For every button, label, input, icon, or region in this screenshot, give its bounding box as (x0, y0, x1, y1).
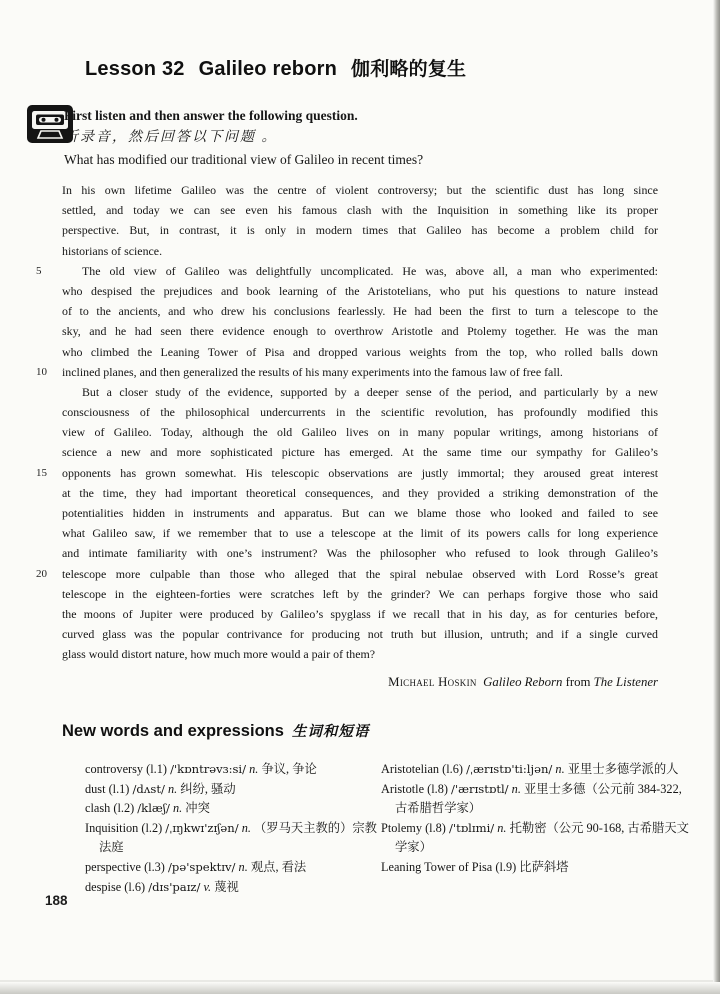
lesson-title-en: Galileo reborn (198, 58, 338, 80)
vocab-pos: n. (511, 781, 521, 796)
vocab-definition: （罗马天主教的）宗教法庭 (99, 820, 377, 855)
lesson-title-zh: 伽利略的复生 (351, 58, 467, 80)
passage-line-text: historians of science. (62, 243, 163, 258)
passage-line-text: perspective. But, in contrast, it is only in modern times that Galileo has become a problem child for (62, 223, 658, 238)
vocab-entry (381, 760, 691, 780)
vocab-line-ref: (l.8) (425, 820, 446, 835)
line-number: 5 (36, 264, 42, 277)
vocab-word: controversy (85, 762, 144, 776)
vocab-line-ref: (l.6) (124, 879, 146, 894)
vocab-phonetic: /klæʃ/ (137, 801, 170, 816)
passage-line-text: The old view of Galileo was delightfully uncomplicated. He was, above all, a man who experimented: (82, 263, 658, 278)
passage-line (62, 342, 658, 362)
vocab-definition: 亚里士多德学派的人 (567, 762, 679, 776)
vocab-pos: n. (238, 859, 248, 874)
vocab-phonetic: /'tɒlɪmi/ (449, 820, 495, 835)
scan-edge-right (713, 0, 720, 994)
vocab-line-ref: (l.9) (495, 859, 517, 874)
passage-line (36, 564, 658, 584)
reading-passage (36, 180, 658, 665)
passage-line-text: at the time, they had important theoretical consequences, and they provided a striking demonstration of the (62, 485, 658, 500)
passage-line-text: In his own lifetime Galileo was the centre of violent controversy; but the scientific dust has long since (62, 183, 658, 197)
vocab-heading (62, 720, 369, 741)
passage-line (36, 362, 658, 382)
scan-edge-bottom (0, 982, 720, 994)
vocab-line-ref: (l.2) (141, 820, 163, 835)
passage-line (62, 523, 658, 543)
vocab-line-ref: (l.1) (108, 781, 130, 796)
lesson-title (85, 54, 466, 81)
vocab-phonetic: /'ærɪstɒtl/ (451, 781, 509, 796)
vocab-definition: 冲突 (185, 801, 210, 816)
listen-question: What has modified our traditional view of Galileo in recent times? (64, 152, 424, 167)
passage-line-text: curved glass was the popular contrivance for producing not truth but illusion, untruth; and if a single curved (62, 627, 658, 642)
passage-line-text: consciousness of the philosophical undercurrents in the scientific revolution, has profoundly modified this (62, 405, 658, 420)
vocab-definition: 蔑视 (214, 879, 239, 894)
vocab-phonetic: /pə'spektɪv/ (168, 859, 236, 874)
vocab-phonetic: /'kɒntrəvɜ:si/ (170, 762, 247, 776)
passage-line (62, 382, 658, 402)
vocab-word: Ptolemy (381, 820, 422, 835)
vocab-word: Inquisition (85, 820, 139, 835)
vocab-entry (85, 819, 381, 858)
lesson-number: Lesson 32 (85, 58, 185, 80)
vocab-pos: n. (497, 820, 507, 835)
attribution-work: Galileo Reborn (483, 675, 563, 689)
vocab-word: Leaning Tower of Pisa (381, 859, 493, 874)
passage-line (62, 200, 658, 220)
vocab-pos: n. (241, 820, 251, 835)
passage-line-text: and intimate familiarity with one’s instrument? Was the philosopher who refused to look through Galileo’s (62, 546, 658, 561)
vocab-column-right (381, 760, 691, 897)
vocab-definition: 争议, 争论 (261, 762, 317, 776)
listen-section (64, 106, 660, 171)
passage-line-text: telescope in the eighteen-forties were scratches left by the grinder? We can perhaps forgive those who said (62, 586, 658, 601)
vocab-heading-zh: 生词和短语 (291, 724, 370, 740)
line-number: 15 (36, 466, 47, 479)
vocab-phonetic: /dɪs'paɪz/ (148, 879, 201, 894)
passage-line (62, 644, 658, 664)
listen-instruction-zh: 听录音，然后回答以下问题 。 (64, 130, 278, 145)
passage-line (62, 604, 658, 624)
passage-line-text: opponents has grown somewhat. His telescopic observations are justly immortal; they aroused great interest (62, 465, 658, 480)
vocab-word: Aristotelian (381, 762, 440, 776)
vocab-entry (85, 760, 381, 780)
vocab-word: despise (85, 879, 122, 894)
passage-line-text: glass would distort nature, how much more would a pair of them? (62, 647, 376, 662)
passage-line (62, 584, 658, 604)
passage-line-text: what Galileo saw, if we remember that to use a telescope at the limit of its powers calls for long experience (62, 526, 658, 541)
passage-line (62, 301, 658, 321)
vocab-pos: n. (555, 762, 565, 776)
attribution-author: Michael Hoskin (388, 675, 477, 689)
vocab-entry (381, 858, 691, 878)
passage-line (62, 422, 658, 442)
passage-line-text: inclined planes, and then generalized the results of his many experiments into the famous law of free fall. (62, 364, 563, 379)
vocab-word: Aristotle (381, 781, 425, 796)
vocab-column-left (85, 760, 381, 897)
vocab-pos: n. (167, 781, 178, 796)
passage-line-text: who climbed the Leaning Tower of Pisa and dropped various weights from the top, who rolled balls down (62, 344, 658, 359)
passage-line (62, 321, 658, 341)
vocab-heading-en: New words and expressions (62, 722, 284, 740)
vocab-word: perspective (85, 859, 141, 874)
passage-line-text: of to the ancients, and who drew his conclusions fearlessly. He had been the first to turn a telescope to the (62, 304, 658, 319)
passage-line (36, 261, 658, 281)
vocab-word: clash (85, 801, 111, 816)
passage-line-text: the moons of Jupiter were produced by Galileo’s spyglass if we recall that in his day, as for centuries before, (62, 606, 658, 621)
passage-line-text: telescope more culpable than those who alleged that the spiral nebulae observed with Lord Rosse’s great (62, 566, 658, 581)
passage-line (62, 220, 658, 240)
passage-line (36, 463, 658, 483)
vocab-pos: n. (249, 762, 259, 776)
vocab-definition: 亚里士多德（公元前 384-322, 古希腊哲学家） (395, 781, 682, 816)
vocab-entry (381, 819, 691, 858)
passage-line-text: settled, and today we can see even his famous clash with the Inquisition in something like its proper (62, 203, 658, 218)
passage-line-text: sky, and he had seen there evidence enough to overthrow Aristotle and Ptolemy together. He was the man (62, 324, 658, 339)
vocab-definition: 托勒密（公元 90-168, 古希腊天文学家） (395, 820, 689, 855)
passage-line (62, 503, 658, 523)
passage-line (62, 483, 658, 503)
vocab-phonetic: /dʌst/ (132, 781, 165, 796)
vocab-line-ref: (l.6) (442, 762, 463, 776)
listen-instruction-en: First listen and then answer the following question. (64, 108, 358, 123)
vocab-line-ref: (l.3) (144, 859, 165, 874)
passage-line (62, 241, 658, 261)
vocab-entry (85, 780, 381, 800)
vocab-entry (85, 858, 381, 878)
page-number: 188 (45, 893, 68, 908)
passage-line-text: science a new and more sophisticated picture has emerged. At the same time our sympathy for Galileo’s (62, 445, 658, 460)
vocab-line-ref: (l.1) (146, 762, 167, 776)
passage-line (62, 624, 658, 644)
passage-line (62, 402, 658, 422)
line-number: 20 (36, 567, 47, 580)
vocab-definition: 比萨斜塔 (519, 859, 569, 874)
passage-line (62, 281, 658, 301)
vocab-phonetic: /ˌɪŋkwɪ'zɪʃən/ (165, 820, 239, 835)
passage-line (62, 543, 658, 563)
vocab-entry (381, 780, 691, 819)
passage-line (62, 180, 658, 200)
vocab-word: dust (85, 781, 106, 796)
vocab-pos: v. (203, 879, 212, 894)
attribution (62, 675, 658, 690)
passage-line-text: view of Galileo. Today, although the old Galileo lives on in many popular writings, among historians of (62, 425, 658, 440)
vocab-entry (85, 799, 381, 819)
passage-line (62, 442, 658, 462)
vocab-definition: 观点, 看法 (250, 859, 307, 874)
passage-line-text: potentialities hidden in instruments and apparatus. But can we blame those who looked and failed to see (62, 506, 658, 520)
vocab-list (85, 760, 691, 897)
vocab-entry (85, 878, 381, 898)
vocab-phonetic: /ˌærɪstɒ'ti:ljən/ (466, 762, 553, 776)
vocab-line-ref: (l.8) (427, 781, 448, 796)
vocab-definition: 纠纷, 骚动 (180, 781, 236, 796)
attribution-from: from (565, 675, 591, 689)
passage-line-text: But a closer study of the evidence, supported by a deeper sense of the period, and particularly by a new (82, 384, 658, 399)
vocab-line-ref: (l.2) (113, 801, 135, 816)
passage-line-text: who despised the prejudices and book learning of the Aristotelians, who put his questions to nature instead (62, 283, 658, 298)
attribution-source: The Listener (593, 675, 658, 689)
vocab-pos: n. (172, 801, 183, 816)
line-number: 10 (36, 365, 47, 378)
